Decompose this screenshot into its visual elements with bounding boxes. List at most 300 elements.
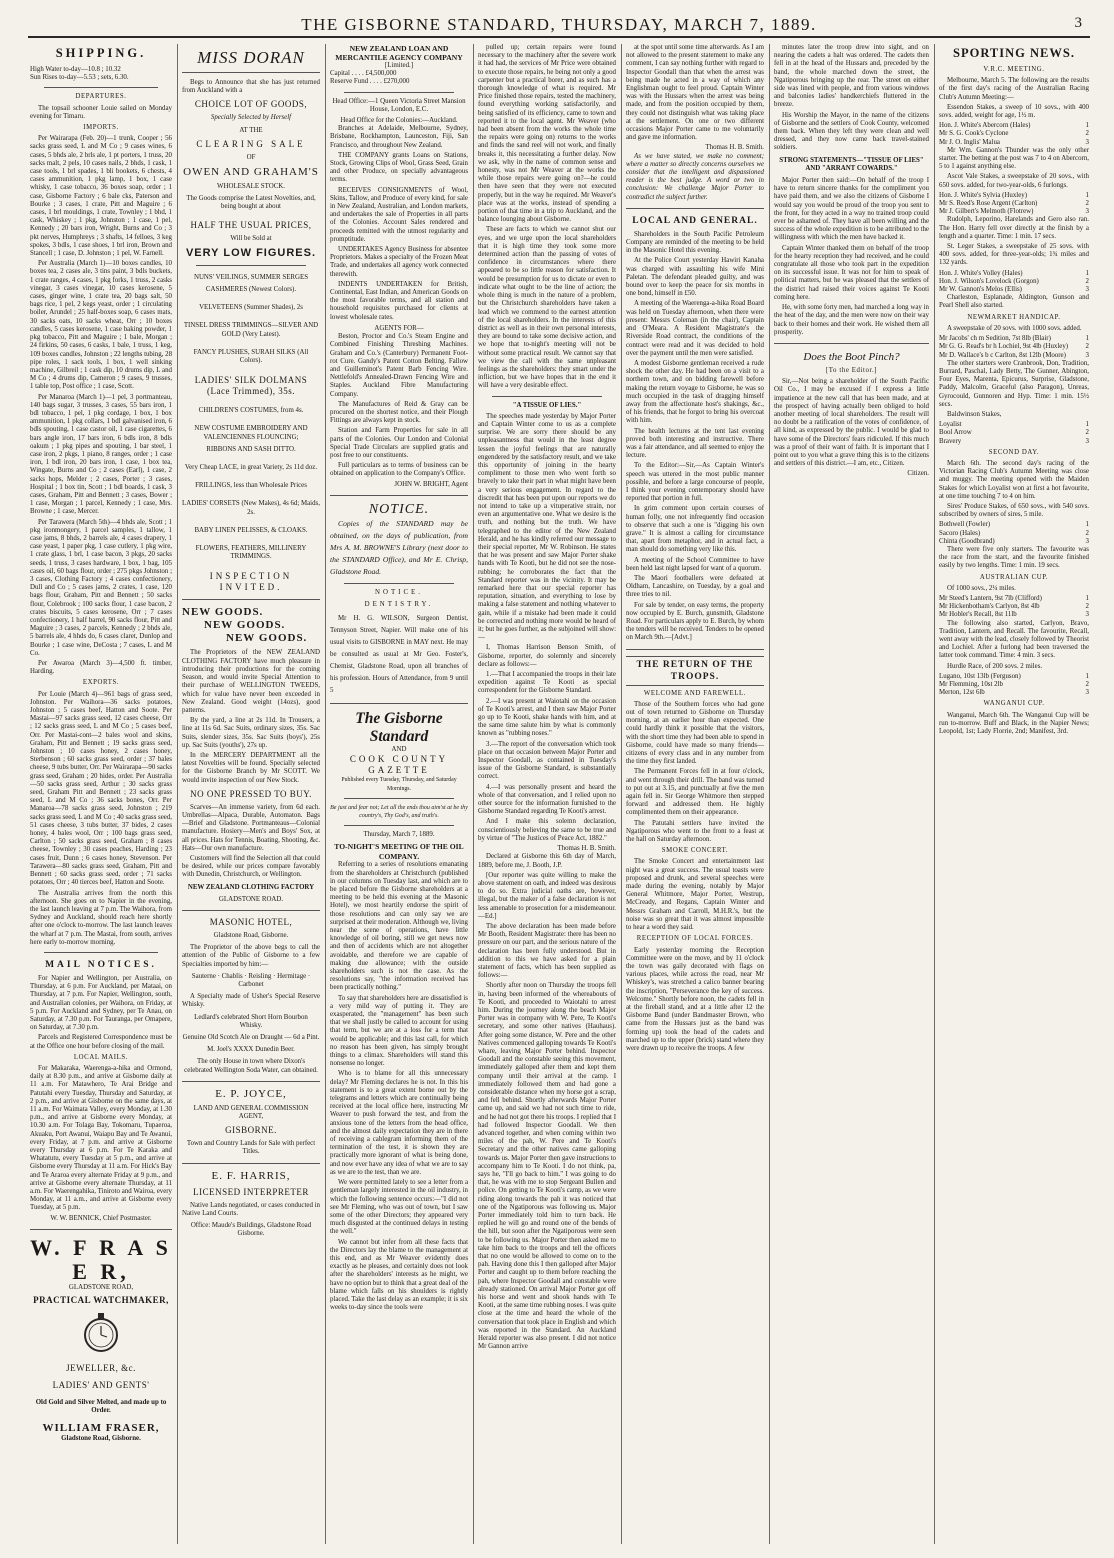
- column-advertisements: [182, 44, 320, 1544]
- facts-continued: at the spot until some time afterwards. As I am not allowed to the present statement to make any comment, I can say nothing further with regard to Inspector Goodall than that when the arrest was being made he acted in a way of which any Englishman ought to feel proud. Captain Winter was with the Hussars when the arrest was being made, and from the position occupied by them, they could not distinguish what was taking place at the settlement. On one or two different occasions Major Porter came to me voluntarily and gave me information.: [626, 44, 764, 142]
- race-result-row: [939, 689, 1089, 697]
- vrc-heading: V.R.C. MEETING.: [983, 66, 1045, 73]
- high-water: High Water to-day—10.8 ; 10.32: [30, 66, 121, 73]
- placing: 3: [1085, 286, 1089, 294]
- divider: [330, 703, 468, 704]
- horse-name: Hon. J. White's Sylvia (Huxley): [939, 191, 1028, 199]
- nz-clothing-factory: NEW ZEALAND CLOTHING FACTORY: [187, 883, 315, 891]
- imports-text: Per Awaroa (March 3)—4,500 ft. timber, Harding.: [30, 660, 172, 676]
- fraser-gold-silver: Old Gold and Silver Melted, and made up to Order.: [35, 1399, 167, 1415]
- masonic-dixon: The only House in town where Dixon's celebrated Wellington Soda Water, can obtained.: [184, 1058, 318, 1074]
- australian-desc: Of 1000 sovs., 2¼ miles.: [947, 584, 1016, 592]
- placing: 2: [1085, 130, 1089, 138]
- second-day-intro: March 6th. The second day's racing of the Victorian Racing Club's Autumn Meeting was close and muggy. The meeting opened with the Maiden Stakes for which Loyalist won at first a hot favourite, at one time touching 7 to 4 on him.: [939, 459, 1089, 500]
- watch-icon: [36, 1310, 166, 1359]
- harris-office: Office: Maude's Buildings, Gladstone Road Gisborne.: [190, 1222, 312, 1238]
- fraser-address: GLADSTONE ROAD,: [68, 1283, 134, 1291]
- affidavit-item: 1.—That I accompanied the troops in their late expedition against Te Kooti as special correspondent for the Gisborne Standard.: [478, 671, 616, 695]
- reception-continued: minutes later the troop drew into sight, and on nearing the cadets a halt was ordered. The cadets then fell in at the head of the Hussars and, preceded by the band, the whole marched down the street, the Ngatiporous bringing up the rear. The street on either side was lined with people, and from various windows and balconies ladies' handkerchiefs fluttered in the breeze.: [774, 44, 929, 109]
- race-sires: Sires' Produce Stakes, of 650 sovs., with 540 sovs. subscribed by owners of sires, 5 mile.: [939, 502, 1089, 519]
- divider: [344, 825, 454, 826]
- placing: 3: [1085, 537, 1089, 545]
- local-item: The health lectures at the tent last evening proved both interesting and instructive. There was a fair attendance, and all seemed to enjoy the lecture.: [626, 427, 764, 460]
- doran-choice: CHOICE LOT OF GOODS,: [194, 99, 308, 110]
- masonic-ledlard: Ledlard's celebrated Short Horn Bourbon Whisky.: [194, 1013, 308, 1029]
- race-result-row: [939, 122, 1089, 130]
- race-result-row: [939, 208, 1089, 216]
- return-text: The Permanent Forces fell in at four o'clock, and went through their drill. The band was turned to put out at 3.15, and punctually at five the men again fell in. Sir George Whitmore then stepped forward and addressed them. He highly complimented them on their appearance.: [626, 768, 764, 817]
- new-goods-heading: NEW GOODS.: [226, 632, 308, 645]
- wanganui-cup-heading: WANGANUI CUP.: [983, 700, 1045, 708]
- doran-at-the: AT THE: [239, 126, 263, 134]
- doran-intro: Begs to Announce that she has just returned from Auckland with a: [182, 79, 320, 95]
- local-item: A meeting of the Waerenga-a-hika Road Board was held on Tuesday afternoon, when there were present: Messrs Coleman (in the chair), Captain and O'Meara. A Resident Magistrate's the Riverside Road contract, the conditions of the contract were read and it was decided to hold over the payment until the men were satisfied.: [626, 300, 764, 357]
- nzlm-agents: Beston, Proctor and Co.'s Steam Engine and Combined Finishing Threshing Machines. Graham and Co.'s (Canterbury) Permanent Foot-rot Cure. Gandy's Patent Cotton Belting. Fallow and Guilleminot's Patent Barb Fencing Wire. Nettlefold's Annealed-Drawn Fencing Wire and Staples. Auckland Fibre Manufacturing Company.: [330, 333, 468, 398]
- divider: [626, 208, 764, 209]
- divider: [30, 1229, 172, 1230]
- race-result-row: [939, 343, 1089, 351]
- horse-name: Mr W. Gannon's Melos (Ellis): [939, 286, 1022, 294]
- race-result-row: [939, 130, 1089, 138]
- doran-selected: Specially Selected by Herself: [210, 114, 292, 122]
- placing: 2: [1085, 681, 1089, 689]
- nzlm-undertakes: UNDERTAKES Agency Business for absentee Proprietors. Makes a specialty of the Frozen Meat Trade, and undertakes all agency work connected therewith.: [330, 246, 468, 278]
- notice-heading-2: NOTICE.: [375, 588, 423, 596]
- horse-name: Loyalist: [939, 421, 962, 429]
- divider: [330, 495, 468, 496]
- mail-notices-heading: MAIL NOTICES.: [45, 959, 157, 970]
- facts-conclusion: As we have stated, we make no comment; where a matter so directly concerns ourselves we consider that the intelligent and dispassioned reader is the best judge. A word or two in conclusion: We challenge Major Porter to contradict the subject further.: [626, 152, 764, 201]
- nzlm-capital: Capital . . . . £4,500,000: [330, 70, 397, 78]
- return-of-troops-heading: THE RETURN OF THE TROOPS.: [626, 656, 764, 686]
- nzlm-manufacture: The Manufactures of Reid & Gray can be procured on the shortest notice, and their Plough Fittings are always kept in stock.: [330, 400, 468, 425]
- nzlm-title: NEW ZEALAND LOAN AND MERCANTILE AGENCY COMPANY: [335, 44, 463, 62]
- horse-name: Lugano, 10st 13lb (Ferguson): [939, 672, 1021, 680]
- sun-rises: Sun Rises to-day—5.53 ; sets, 6.30.: [30, 74, 129, 82]
- nzlm-nz-office: Head Office for the Colonies:—Auckland.: [340, 117, 458, 125]
- race-results-ascot: [939, 192, 1089, 217]
- joyce-name: E. P. JOYCE,: [215, 1087, 287, 1100]
- strong-text: He, with some forty men, had marched a long way in the heat of the day, and the men were now on their way back to their homes and their work. He wished them all prosperity.: [774, 304, 929, 336]
- masonic-address: Gladstone Road, Gisborne.: [213, 931, 289, 939]
- arrival-text: The Australia arrives from the north this afternoon. She goes on to Napier in the evening, the last launch leaving at 7 p.m. The Waihora, from Sydney and Auckland, should reach here shortly after one o'clock to-morrow. The last launch leaves the wharf at 7 p.m. The Mastai, from south, arrives here early to-morrow morning.: [30, 889, 172, 946]
- joyce-trade: LAND AND GENERAL COMMISSION AGENT,: [193, 1104, 309, 1121]
- horse-name: Mr D. Wallace's b c Carlton, 8st 12lb (Moore): [939, 351, 1066, 359]
- nzlm-head-office: Head Office:—1 Queen Victoria Street Mansion House, London, E.C.: [332, 97, 466, 113]
- divider: [196, 265, 306, 266]
- placing: 1: [1085, 421, 1089, 429]
- column-shipping: [30, 44, 172, 1544]
- tissue-text: The speeches made yesterday by Major Porter and Captain Winter come to us as a complete surprise. We are sorry there should be any unpleasantness that would in the least degree lessen the joyful feelings that are naturally engendered by the satisfactory result, and we take this opportunity of joining in the hearty compliment to those men who went forth so bravely to take their part in what might have been a very serious engagement. In regard to the discredit that has been put upon our reports we do not intend to take up a vituperative strain, nor even an argumentative one. What we desire is the truth, and nothing but the truth. We have telegraphed to the editor of the New Zealand Herald, and he has kindly referred our message to their special reporter, Mr W. Robinson. He states that he was present and saw Major Porter shake hands with Te Kooti, but he did not see the nose-rubbing; he corroborates the fact that the Standard reporter was in the vicinity. It may be remarked here that our special reporter has reputation, situation, and everything to lose by making a false statement and nothing whatever to gain, while if a mistake had been made it could be corrected and nothing more would be heard of it; but he goes further, as the subjoined will show:—: [478, 412, 616, 642]
- column-loan-company: [330, 44, 468, 1544]
- affidavit-item: 3.—The report of the conversation which took place on that occasion between Major Porter and Inspector Goodall, as contained in Tuesday's issue of the Gisborne Standard, is substantially correct.: [478, 740, 616, 781]
- nzlm-reserve: Reserve Fund . . . . £270,000: [330, 78, 410, 86]
- race-results-sires: [939, 521, 1089, 546]
- race-essendon: Essendon Stakes, a sweep of 10 sovs., with 400 sovs. added, weight for age, 1½ m.: [939, 103, 1089, 120]
- column-editorial: [478, 44, 616, 1544]
- notice-heading: NOTICE.: [368, 501, 430, 517]
- page-number: 3: [1074, 15, 1082, 31]
- race-bagot: Baldwinson Stakes,: [947, 410, 1002, 418]
- column-local-news: [626, 44, 764, 1544]
- doran-item: FRILLINGS, less than Wholesale Prices: [195, 482, 307, 490]
- newmarket-heading: NEWMARKET HANDICAP.: [967, 313, 1061, 321]
- postmaster-signature: W. W. BENNICK, Chief Postmaster.: [50, 1214, 152, 1222]
- divider: [344, 583, 454, 584]
- race-result-row: [939, 603, 1089, 611]
- race-result-row: [939, 438, 1089, 446]
- placing: 1: [1085, 594, 1089, 602]
- placing: 3: [1085, 138, 1089, 146]
- column-sporting: [939, 44, 1089, 1544]
- column-rule: [934, 44, 935, 1544]
- masonic-wines: Sauterne · Chablis · Reisling · Hermitage · Carbonet: [191, 972, 311, 988]
- exports-text: Per Louie (March 4)—961 bags of grass seed, Johnston. Per Waihora—36 sacks potatoes, Johnston ; 5 cases beef, Hatton and Soote. Per Mastai—97 sacks grass seed, 12 cases cheese, Orr ; 12 sacks grass seed, L and M Co ; 5 cases beef, Orr. Per Mastai-cont—2 bales wool and skins, Graham, Pitt and Bennett ; 19 sacks grass seed, Johnston ; 10 cases honey, 2 cases honey, Sterbenson ; 60 sacks grass seed, order ; 37 bales cheese, 9 tubs butter, Orr. Per Wairarapa—90 sacks grass seed, Graham ; 20 hides, order. Per Australia—50 sacks grass seed, Arthur ; 30 sacks grass seed, Graham Pitt and Bennett ; 23 sacks grass seed, L and M Co ; 36 sacks bones, Orr. Per Manaroa—78 sacks grass seed, Johnston ; 219 sacks grass seed, L and M Co ; 40 sacks grass seed, 51 cases cheese, 3 tubs butter, 37 bides, 2 cases honey, 4 bales wool, Orr ; 100 bags grass seed, Carlton ; 50 sacks grass seed, Graham ; 8 cases cheese, Townley ; 30 cases peaches, Harding ; 23 cases fruit, Dunn ; 6 cases honey, Stevenson. Per Tarawera—80 sacks grass seed, Graham, Pitt and Bennett ; 60 sacks grass seed, order ; 71 sacks potatoes, Orr ; 40 tierces beef, Hatton and Soote.: [30, 690, 172, 887]
- return-text: The Patutahi settlers have invited the Ngatiporous who went to the front to a feast at the hall on Saturday afternoon.: [626, 819, 764, 844]
- race-result-row: [939, 673, 1089, 681]
- placing: 2: [1085, 277, 1089, 285]
- joyce-lands: Town and Country Lands for Sale with perfect Titles.: [186, 1140, 316, 1156]
- masonic-hotel: MASONIC HOTEL,: [209, 916, 293, 927]
- divider: [182, 599, 320, 600]
- reception-continued: His Worship the Mayor, in the name of the citizens of Gisborne and the settlers of Cook County, welcomed them back. When they left they were clean and well dressed, and they now came back travel-stained soldiers.: [774, 111, 929, 152]
- race-results-australian-cup: [939, 595, 1089, 620]
- nzlm-receives: RECEIVES CONSIGNMENTS of Wool, Skins, Tallow, and Produce of every kind, for sale in New Zealand, Australian, and London markets, and undertakes the sale of Properties in all parts of the Colonies. Account Sales rendered and proceeds remitted with the utmost regularity and promptitude.: [330, 186, 468, 243]
- column-rule: [325, 44, 326, 1544]
- affidavit-note: [Our reporter was quite willing to make the above statement on oath, and indeed was desirous to do so. Extra judicial oaths are, however, illegal, but the maker of a false declaration is not less amenable to prosecution for a misdemeanour.—Ed.]: [478, 871, 616, 920]
- vrc-intro: Melbourne, March 5. The following are the results of the first day's racing of the Australian Racing Club's Autumn Meeting:—: [939, 77, 1089, 101]
- local-item: To the Editor:—Sir,—As Captain Winter's speech was uttered in the most public manner possible, and before a large concourse of people, I think your evening contemporary should have reported that portion in full.: [626, 462, 764, 503]
- doran-very-low-figures: VERY LOW FIGURES.: [185, 246, 317, 259]
- race-ascot: Ascot Vale Stakes, a sweepstake of 20 sovs., with 650 sovs. added, for two-year-olds, 6 furlongs.: [939, 173, 1089, 189]
- placing: 1: [1085, 672, 1089, 680]
- doran-item: NEW COSTUME EMBROIDERY AND VALENCIENNES FLOUNCING;: [194, 425, 308, 441]
- leader-paragraph: To say that shareholders here are dissatisfied is a very mild way of putting it. They are exasperated, the "management" has been such that we shall justly be called to account for using that term, but we are at a loss for a term that would be applicable; and this last call, for which no reason has been given, has simply brought things to a climax. Shareholders will stand this nonsense no longer.: [330, 994, 468, 1068]
- strong-text: Major Porter then said:—On behalf of the troop I have to return sincere thanks for the compliment you have paid them, and we also the citizens of Gisborne I would say you would be proud of the troop you sent to the front, for they acted in a way no trained troop could ever be ashamed of. They have all been willing and the success of the whole expedition is to be attributed to the willingness with which the men have backed it.: [774, 177, 929, 242]
- race-result-row: [939, 429, 1089, 437]
- joyce-town: GISBORNE.: [225, 1125, 277, 1136]
- placing: 2: [1085, 429, 1089, 437]
- horse-name: Hon. J. White's Volley (Hales): [939, 269, 1023, 277]
- local-mails-heading: LOCAL MAILS.: [73, 1053, 129, 1061]
- horse-name: Sacoro (Hales): [939, 529, 981, 537]
- divider: [182, 910, 320, 911]
- local-item: Shareholders in the South Pacific Petroleum Company are reminded of the meeting to be held in the Masonic Hotel this evening.: [626, 230, 764, 255]
- notice-copies: Copies of the STANDARD may be obtained, on the days of publication, from Mrs A. M. BROWNE'S Library (next door to the STANDARD Office), and Mr E. Chrisp, Gladstone Road.: [330, 518, 468, 576]
- fraser-name-banner: W. F R A S E R,: [30, 1234, 172, 1284]
- imports-text: Per Wairarapa (Feb. 20)—1 trunk, Cooper ; 56 sacks grass seed, L and M Co ; 9 cases wines, 6 cases, 5 bhds ale, 2 brls ale, 1 pt porters, 1 truss, 20 sacks malt, 2 pels, 10 cases nails, 2 bhds, 1 cask, 1 case tools, 1 brl spades, 1 bli bookets, 6 chests, 4 cases ammunition, 1 pkg lamp, 1 box, 1 case whisky, 1 case tobacco, 36 boxes soap, order ; 1 case, Gisborne Factory ; 6 bale cks, Paterson and Bourke ; 3 cases, 1 crate, Pitt and Maguire ; 6 cases, 1 brl mouldings, 1 crate, Townley ; 1 bhd, 1 cask, Whiskey ; 1 pkg, Johnston ; 1 case, 1 pel, Kennedy ; 20 bars iron, Wright, Burns and Co ; 3 pkt nerves, Humphreys ; 3 shafts, 14 felloes, 3 keg spokes, 3 bdls, 1 case shoes, 1 brl iron, Brown and Stancell ; 1 case, D. Johnston ; 1 pel, W. Farnell.: [30, 135, 172, 258]
- boot-to-editor: [To the Editor.]: [825, 366, 878, 374]
- race-note: Rudolph, Leporino, Harelands and Gero also ran. The Hon. Harry fell over directly at the finish by a length and a quarter. Time: 1 min. 17 secs.: [939, 216, 1089, 240]
- leader-heading: TO-NIGHT'S MEETING OF THE OIL COMPANY.: [334, 842, 464, 861]
- local-item: For sale by tender, on easy terms, the property now occupied by E. Burch, gunsmith, Gladstone Road. For particulars apply to E. Burch, by whom the tenders will be received. Tenders to be opened on March 9th.—[Advt.]: [626, 601, 764, 642]
- doran-item: VELVETEENS (Summer Shades), 2s: [199, 304, 303, 312]
- horse-name: Bravery: [939, 437, 962, 445]
- horse-name: Mr J. O. Inglis' Malua: [939, 138, 1000, 146]
- race-result-row: [939, 192, 1089, 200]
- strong-text: Captain Winter thanked them on behalf of the troop for the hearty reception they had received, and he could congratulate all those who took part in the expedition on its successful issue. It was not for him to speak of political matters, but he was pleased that the settlers of the district had raised their voices against Te Kooti coming here.: [774, 244, 929, 301]
- horse-name: Mr J. Gilbert's Melmoth (Flotrew): [939, 208, 1034, 216]
- issue-date: Thursday, March 7, 1889.: [363, 831, 435, 839]
- column-rule: [177, 44, 178, 1544]
- boot-text: Sir,—Not being a shareholder of the South Pacific Oil Co., I may be excused if I express a little impatience at the new call that has been made, and at the prospect of having actually been obliged to hold another meeting of local shareholders. The result will no doubt be a ratification of the votes of confidence, of all kind, as expressed by the public. I would be glad to have some of the Directors' fears ridiculed. If this much was a proof of their want of faith. It is important that I point out to you what a grave thing this is to the citizens and settlers of this district.—I am, etc., Citizen.: [774, 378, 929, 468]
- horse-name: Chinta (Goodbrand): [939, 537, 995, 545]
- australian-cup-heading: AUSTRALIAN CUP.: [979, 573, 1049, 581]
- race-results-hurdle: [939, 673, 1089, 698]
- nzlm-agents-heading: AGENTS FOR—: [374, 324, 424, 332]
- above-text: The above declaration has been made before Mr Booth, Resident Magistrate: there has been no pressure on our part, and the serious nature of the declaration has been fully understood. But in addition to this we have asked for a plain statement of facts, which has been supplied as follows:—: [478, 922, 616, 980]
- doran-item: TINSEL DRESS TRIMMINGS—SILVER AND GOLD (Very Latest).: [183, 322, 319, 338]
- placing: 1: [1085, 335, 1089, 343]
- doran-clearing-sale: CLEARING SALE: [196, 138, 306, 149]
- boot-signature: Citizen.: [907, 470, 929, 478]
- newmarket-desc: A sweepstake of 20 sovs. with 1000 sovs. added.: [947, 324, 1082, 332]
- divider: [44, 952, 158, 953]
- affidavit-item: 4.—I was personally present and heard the whole of that conversation, and I relied upon no other source for the information furnished to the Gisborne Standard regarding Te Kooti's arrest.: [478, 783, 616, 816]
- race-result-row: [939, 421, 1089, 429]
- horse-name: Mr Hickenbotham's Carlyon, 8st 4lb: [939, 603, 1040, 611]
- mail-text: For Napier and Wellington, per Australia, on Thursday, at 6 p.m. For Auckland, per Mataai, on Thursday, at 7 p.m. For Napier, Wellington, south, and Australian colonies, per Waihora, on Friday, at 5 p.m. For Auckland and Sydney, per Te Anau, on Saturday, at 7.30 p.m. For Tauranga, per Omapere, on Saturday, at 7.30 p.m.: [30, 974, 172, 1032]
- mail-text: Parcels and Registered Correspondence must be at the Office one hour before closing of the mail.: [30, 1034, 172, 1050]
- horse-name: Mr S. G. Cook's Cyclone: [939, 130, 1009, 138]
- race-result-row: [939, 530, 1089, 538]
- fraser-ladies-gents: LADIES' AND GENTS': [52, 1380, 150, 1391]
- factory-customers: Customers will find the Selection all that could be desired, while our prices compare favorably with Dunedin, Christchurch, or Wellington.: [182, 854, 320, 879]
- placing: 2: [1085, 529, 1089, 537]
- exports-heading: EXPORTS.: [82, 679, 120, 687]
- column-rule: [473, 44, 474, 1544]
- nzlm-station: Station and Farm Properties for sale in all parts of the Colonies. Our London and Colonial Special Trade Circulars are supplied gratis and post free to our constituents.: [330, 427, 468, 459]
- race-result-row: [939, 139, 1089, 147]
- horse-name: Mr Steed's Lantern, 9st 7lb (Clifford): [939, 594, 1042, 602]
- placing: 1: [1085, 521, 1089, 529]
- race-result-row: [939, 286, 1089, 294]
- race-note: Charleston, Esplanade, Aldington, Gunson and Pearl Shell also started.: [939, 294, 1089, 310]
- placing: 3: [1085, 437, 1089, 445]
- divider: [44, 87, 158, 88]
- harris-name: E. F. HARRIS,: [211, 1169, 291, 1182]
- race-note: Mr Wm. Gannon's Thunder was the only other starter. The betting at the post was 7 to 4 on Abercorn, 5 to 1 against anything else.: [939, 146, 1089, 171]
- column-troops: [774, 44, 929, 1544]
- factory-suits: By the yard, a line at 2s 11d. In Trousers, a line at 11s 6d. Sac Suits, ordinary sizes, 35s. Sac Suits, slender sizes, 35s. Sac Suits (boys'), 25s up. Sac Suits (youths'), 27s up.: [182, 717, 320, 749]
- doran-item: NUNS' VEILINGS, SUMMER SERGES: [193, 273, 309, 281]
- dentistry-heading: DENTISTRY.: [364, 600, 434, 608]
- doran-owen-graham: OWEN AND GRAHAM'S: [183, 166, 319, 179]
- nzlm-company: THE COMPANY grants Loans on Stations, Stock, Growing Clips of Wool, Grass Seed, Grain and other Produce, on specially advantageous terms.: [330, 151, 468, 184]
- doran-item: FLOWERS, FEATHERS, MILLINERY TRIMMINGS.: [195, 545, 307, 561]
- masonic-text: The Proprietor of the above begs to call the attention of the Public of Gisborne to a few Specialties imported by him:—: [182, 944, 320, 968]
- departures-text: The topsail schooner Louie sailed on Monday evening for Timaru.: [30, 104, 172, 120]
- doran-goods-comprise: The Goods comprise the Latest Novelties, and, being bought at about: [186, 195, 316, 211]
- local-item: A meeting of the School Committee to have been held last night lapsed for want of a quorum.: [626, 556, 764, 572]
- factory-no-one-pressed: NO ONE PRESSED TO BUY.: [190, 788, 312, 799]
- doran-half-prices: HALF THE USUAL PRICES,: [190, 219, 312, 230]
- factory-text: The Proprietors of the NEW ZEALAND CLOTHING FACTORY have much pleasure in introducing their productions for the coming Season, and would invite Special Attention to their purchase of WELLINGTON TWEEDS, which for value have never been exceeded in New Zealand. Good weight (14ozs), good patterns.: [182, 649, 320, 714]
- divider: [492, 396, 602, 397]
- departures-heading: DEPARTURES.: [75, 93, 127, 101]
- leader-paragraph: We cannot but infer from all these facts that the Directors lay the blame to the management at this end, and as Mr Weaver evidently does exactly as he pleases, and certainly does not look after the shareholders' interests as he might, we have no option but to think that a great deal of the blame which falls on his shoulders is rightly placed. Take the last delay as an example; it is six weeks to-day since the tools were: [330, 1238, 468, 1312]
- race-results-bagot: [939, 421, 1089, 446]
- nzlm-limited: [Limited.]: [384, 62, 414, 69]
- affidavit-item: And I make this solemn declaration, conscientiously believing the same to be true and by virtue of "The Justices of Peace Act, 1882.": [478, 818, 616, 842]
- factory-mercery: In the MERCERY DEPARTMENT all the latest Novelties will be found. Specially selected for the Gisborne Branch by Mr SCOTT. We would invite inspection of our New Stock.: [182, 751, 320, 784]
- doran-item: CASHMERES (Newest Colors).: [205, 286, 297, 294]
- race-result-row: [939, 521, 1089, 529]
- new-goods-heading: NEW GOODS.: [182, 606, 264, 619]
- doran-will-be-sold: Will be Sold at: [230, 234, 272, 242]
- local-general-heading: LOCAL AND GENERAL.: [632, 215, 758, 226]
- race-result-row: [939, 270, 1089, 278]
- nz-clothing-factory-address: GLADSTONE ROAD.: [218, 895, 284, 903]
- leader-paragraph: Referring to a series of resolutions emanating from the shareholders at Christchurch (published in our columns on Tuesday last, and which are to be placed before the Gisborne shareholders at a meeting to be held this evening at the Masonic Hotel), we most heartily endorse the spirit of those resolutions and can only say we are surprised at their moderation. Although we, living near the scene of operations, have little knowledge of oil boring, still we get news now and then of accidents which are not altogether avoidable, and therefore we are capable of making due allowance; with the outside shareholders such is not the case. As the resolutions say, "the information received has been practically nothing.": [330, 861, 468, 992]
- local-item: In grim comment upon certain courses of human folly, one not infrequently find occasion to observe that such a one is "digging his own grave." It is almost a calling for circumstance that, apart from metaphor, and in actual fact, a man should do something very like this.: [626, 505, 764, 554]
- column-rule: [769, 44, 770, 1544]
- divider: [344, 798, 454, 799]
- masthead-rule: [28, 36, 1090, 38]
- race-note: There were five only starters. The favourite was the race from the start, and the favourite finished easily by two lengths. Time: 1 min. 19 secs.: [939, 545, 1089, 570]
- sporting-news-heading: SPORTING NEWS.: [953, 46, 1075, 60]
- shipping-heading: SHIPPING.: [55, 46, 147, 60]
- placing: 1: [1085, 191, 1089, 199]
- doran-item: LADIES' SILK DOLMANS (Lace Trimmed), 35s.: [194, 375, 308, 397]
- affidavit-intro: I, Thomas Harrison Benson Smith, of Gisborne, reporter, do solemnly and sincerely declare as follows:—: [478, 644, 616, 668]
- nzlm-agent-signature: JOHN W. BRIGHT, Agent: [394, 480, 468, 488]
- placing: 1: [1085, 269, 1089, 277]
- leader-paragraph: Who is to blame for all this unnecessary delay? Mr Fleming declares he is not. In this his statement is to a great extent borne out by the telegrams and letters which are continually being received at the local office here, instructing Mr Weaver to push forward the test, and from the anxious tone of the letters from the head office, and the almost daily expectation they are in there of receiving a cablegram informing them of the termination of the test, it is shown they are practically more ignorant of what is being done, and now ever have any idea of what we are to say as we are to the test, than we are.: [330, 1070, 468, 1176]
- masonic-usher: A Specialty made of Usher's Special Reserve Whisky.: [182, 993, 320, 1009]
- local-item: At the Police Court yesterday Hawiri Kanaha was charged with assaulting his wife Mini Paletan. The defendant pleaded guilty, and was bound over to keep the peace for six months in one bond, himself in £50.: [626, 257, 764, 298]
- leader-continued: pulled up; certain repairs were found necessary to the machinery after the severe work it had had, the services of Mr Price were obtained to execute those repairs, he being not only a good carpenter but a practical borer, and as such has a thorough knowledge of what is required. Mr Price finished those repairs, tested the machinery, found everything working satisfactorily, and being satisfied of its efficiency, came to town and reported it to the local agent. Mr Weaver (who had been absent from the works the whole time the repairs were going on) returns to the works and finds the sand reel will not work, and finally breaks it, this necessitating a further delay. Now we ask, why in the name of common sense and honesty, was not Mr Weaver at the works the while those repairs were going on?—he could then have seen that they were not executed properly, but in the way he required. Mr Weaver's place was at the works, instead of spending a portion of that time in a trip to Auckland, and the balance lounging about Gisborne.: [478, 44, 616, 224]
- dentistry-text: Mr H. G. WILSON, Surgeon Dentist, Tennyson Street, Napier. Will make one of his usual visits to GISBORNE in MAY next. He may be consulted as usual at Mr Geo. Foster's, Chemist, Gladstone Road, upon all branches of his profession. Hours of Attendance, from 9 until 5: [330, 615, 468, 695]
- column-rule: [621, 44, 622, 1544]
- doran-item: LADIES' CORSETS (New Makes), 4s 6d; Maids, 2s.: [182, 500, 320, 516]
- doran-item: Very Cheap LACE, in great Variety, 2s 11d doz.: [184, 464, 318, 472]
- affidavit-signature: Thomas H. B. Smith.: [557, 845, 616, 853]
- horse-name: Mr Hobler's Recall, 8st 11lb: [939, 611, 1017, 619]
- horse-name: Merton, 12st 6lb: [939, 689, 985, 697]
- smoke-text: The Smoke Concert and entertainment last night was a great success. The usual toasts were proposed and drunk, and several speeches were made during the evening, notably by Major General Whitmore, Major Porter, Westrup, McCready, and Regans, Captain Winter and Messrs Graham and Carroll, M.H.R.'s, but the noise was so great that it was almost impossible to hear a word they said.: [626, 858, 764, 932]
- wanganui-text: Wanganui, March 6th. The Wanganui Cup will be run to-morrow. Buff and Black, in the Napier News; Leopold, 1st; Lady Florrie, 2nd; Manifest, 3rd.: [939, 711, 1089, 736]
- masthead: [28, 12, 1090, 38]
- divider: [344, 92, 454, 93]
- nzlm-particulars: Full particulars as to terms of business can be obtained on application to the Company's Office.: [330, 462, 468, 478]
- race-result-row: [939, 200, 1089, 208]
- reception-text: Early yesterday morning the Reception Committee were on the move, and by 11 o'clock the town was gaily decorated with flags on various places, while across the road, near Mr Whiskey's, was stretched a calico banner bearing the inscription, "Perseverance the key of success. Welcome." Shortly before noon, the cadets fell in at the fireball stand, and at a little after 12 the Gisborne Band (under Bandmaster Brown, who came from the Hussars just as the band was forming up) took the head of the cadets and marched up to the upper (brick) stand where they were drawn up to receive the troops. A few: [626, 946, 764, 1052]
- doran-inspection: INSPECTION INVITED.: [209, 571, 293, 593]
- masonic-scotch: Genuine Old Scotch Ale on Draught — 6d a Pint.: [182, 1034, 320, 1041]
- race-result-row: [939, 611, 1089, 619]
- doran-item: BABY LINEN PELISSES, & CLOAKS.: [194, 526, 308, 534]
- divider: [182, 1163, 320, 1164]
- race-hurdle: Hurdle Race, of 200 sovs. 2 miles.: [947, 662, 1043, 670]
- fraser-jeweller: JEWELLER, &c.: [66, 1363, 136, 1374]
- new-goods-heading: NEW GOODS.: [204, 619, 286, 632]
- flag-published: Published every Tuesday, Thursday, and Saturday Mornings.: [341, 777, 457, 792]
- race-results-newmarket: [939, 335, 1089, 360]
- placing: 3: [1085, 351, 1089, 359]
- welcome-farewell-heading: WELCOME AND FAREWELL.: [643, 689, 747, 697]
- horse-name: Mr S. Reed's Rose Argent (Carlton): [939, 200, 1038, 208]
- leader-paragraph: We were permitted lately to see a letter from a gentleman largely interested in the oil industry, in which the following sentence occurs:—"I did not see Mr Fleming, who was out of town, but I saw some of the other Directors; they appeared very much disgusted at the continued delays in testing the well.": [330, 1179, 468, 1236]
- flag-and: AND: [391, 746, 407, 754]
- doran-item: FANCY PLUSHES, SURAH SILKS (All Colors).: [193, 348, 309, 365]
- affidavit-declared: Declared at Gisborne this 6th day of March, 1889, before me, J. Booth, J.P.: [478, 853, 616, 869]
- affidavit-item: 2.—I was present at Waiotahi on the occasion of Te Kooti's arrest, and I then saw Major Porter go up to Te Kooti, shake hands with him, and at the same time salute him by what is commonly known as "rubbing noses.": [478, 697, 616, 738]
- race-results-st-leger: [939, 270, 1089, 295]
- race-result-row: [939, 595, 1089, 603]
- imports-heading: IMPORTS.: [83, 124, 119, 132]
- nzlm-branches: Branches at Adelaide, Melbourne, Sydney, Brisbane, Rockhampton, Launceston, Fiji, San Francisco, and throughout New Zealand.: [330, 125, 468, 149]
- masonic-dunedin: M. Joel's XXXX Dunedin Beer.: [207, 1046, 295, 1054]
- horse-name: Hon. J. Wilson's Lovelock (Gorgon): [939, 277, 1039, 285]
- facts-signature: Thomas H. B. Smith.: [705, 144, 764, 152]
- placing: 3: [1085, 611, 1089, 619]
- newspaper-flag: The Gisborne Standard: [355, 710, 443, 746]
- horse-name: Bool Arrow: [939, 429, 972, 437]
- nzlm-indents: INDENTS UNDERTAKEN for British, Continental, East Indian, and American Goods on the most favorable terms, and all station and household requisites purchased for clients at lowest wholesale rates.: [330, 280, 468, 321]
- local-mails-text: For Makaraka, Waerenga-a-hika and Ormond, daily at 8.30 p.m., and arrive at Gisborne daily at 11 a.m. For Matawhero, Te Arai Bridge and Patutahi every Tuesday, Thursday and Saturday, at 2 p.m., and arrive at Gisborne on the same days, at 11 a.m. For Waimata Valley, every Monday, at 1.30 p.m., and arrive at Gisborne every Monday, at 10.30 a.m. For Tolaga Bay, Tokomaru, Tupaeroa, Akuaku, Port Awanui, Waiapu Bay and Te Awanui, every Friday, at 7 p.m. and arrive at Gisborne every Thursday at 6 p.m. For Te Karaka and Whatatutu, every Tuesday at 5 p.m., and arrive at Gisborne every Thursday at 11 a.m. For Hick's Bay and Te Araroa every alternate Friday at 9 p.m., and arrive at Gisborne every alternate Thursday, at 11 a.m. For Waerengahika, Tiniroto and Wairoa, every Monday, at 11 a.m., and arrive at Gisborne every Tuesday, at 5 p.m.: [30, 1064, 172, 1212]
- tissue-of-lies-heading: "A TISSUE OF LIES.": [512, 401, 582, 409]
- race-result-row: [939, 278, 1089, 286]
- imports-text: Per Tarawera (March 5th)—4 bhds ale, Scott ; 1 pkg ironmongery, 1 parcel samples, 1 tallow, 1 case jams, 8 bhds, 2 barrels ale, 4 cases drapery, 1 case yeast, 1 paper pkg, 1 case cutlery, 1 pkg wire, 1 crate glass, 1 brl, 1 case bacon, 3 pkgs, 20 sacks seeds, 1 truss, 3 cases hardware, 1 box, 1 bag, 105 cases oil, 60 bags flour, order ; 275 pkgs Johnston ; 3 cases, Clothing Factory ; 4 cases confectionery, Dull and Co ; 5 cases jams, 2 crates, 1 case, 120 bags flour, Graham, Pitt and Bennett ; 50 sacks flour, Colebrook ; 100 sacks flour, 1 case bacon, 2 crates biscuits, 5 cases kerosene, Orr ; 7 cases confectionery, 1 half barrel, 90 sacks flour, Pitt and Maguire ; 3 cases, 2 parcels, Kennedy ; 2 bhds ale, 5 barrels ale, 4 hhds do, 6 cases claret, Dunlop and Bourke ; 1 case wine, DeCosta ; 7 cases, L and M Co.: [30, 518, 172, 657]
- horse-name: Mr Jacobs' ch m Sedition, 7st 8lb (Blair): [939, 335, 1051, 343]
- horse-name: Hon. J. White's Abercorn (Hales): [939, 122, 1031, 130]
- facts-text: Shortly after noon on Thursday the troops fell in, having been informed of the whereabouts of Te Kooti, and proceeded to Waiotahi to arrest him. During the journey along the beach Major Porter was in company with W. Pere, Te Kooti's secretary, and some other natives (Hauhaus). After going some distance, W. Pere and the other Natives commenced galloping towards Te Kooti's whare, leaving Major Porter behind. Inspector Goodall and the constable seeing this movement, immediately galloped after them and kept them company until their arrival at the camp. I immediately followed them and had gone a considerable distance when my horse got a scrap, and fell behind. Shortly afterwards Major Porter came up, and said we had not such time to ride, and he had not got there his troops. I replied that I had followed Inspector Goodall. We then advanced together, and when coming within two miles of the pah, W. Pere and Te Kooti's Secretary and the other natives came galloping towards us. Major Porter then gave instructions to accompany him to Te Kooti. I do not think, pa, says he, "I'll go back to him." I was going to do that, he was with me to stop Sergeant Bullen and police. On getting to Te Kooti's camp, as we were riding along towards the pah it was noticed that one of the Ngatiporous was following us. Major Porter immediately told him to turn back. He replied he will go and round one of the bends of the hill, but soon after the Ngatiporous were seen to be following us. Major Porter then asked me to take him back to the troops and tell the officers that no one would be allowed to come on to the pah. Having done this I then galloped after Major Porter and caught up to them before reaching the pah, where Inspector Goodall and constable were already stationed. On arrival Major Porter got off his horse and went and shook hands with Te Kooti, at the same time rubbing noses. I was quite close at the time and heard the whole of the conversation that took place in English and which was reported in the Standard. An Auckland Herald reporter was also present. I did not notice Mr Gannon arrive: [478, 982, 616, 1351]
- placing: 2: [1085, 343, 1089, 351]
- imports-text: Per Australia (March 1)—10 boxes candles, 10 boxes tea, 2 cases ale, 3 tins paint, 3 bdls buckets, 1 crate ranges, 4 cases, 1 pkg forks, 1 truss, 2 casks vinegar, 3 cases vinegar, 10 cases kerosene, 5 cases, ginger wine, 1 crate tea, 20 bags salt, 50 bags rice, 1 pel, 2 kegs yeast, order ; 1 circulating boiler, Arundel ; 25 half-boxes soap, 6 cases mats, 30 sacks oats, 10 sacks wheat, Orr ; 10 boxes candles, 5 cases kerosene, 1 case baking powder, 1 pkg tobacco, Pitt and Maguire ; 1 bale, Morgan ; 24 firkins, 50 cases, 6 casks, 1 bale, 1 truss, 1 keg, 109 boxes candles, Johnston ; 22 lengths tubing, 28 pipe roles, 1 sack tools, 1 box, 1 well sinking machine, Gilbreil ; 1 cask dip, 10 drums dip, L and M Co ; 4 drums dip, Cameron ; 9 cases, 9 trusses, 1 table top, Post office ; 1 case, Scott.: [30, 260, 172, 391]
- fraser-footer: Gladstone Road, Gisborne.: [61, 1434, 141, 1442]
- race-result-row: [939, 352, 1089, 360]
- placing: 1: [1085, 122, 1089, 130]
- smoke-concert-heading: SMOKE CONCERT.: [661, 847, 729, 855]
- strong-statements-heading: STRONG STATEMENTS—"TISSUE OF LIES" AND "ARRANT COWARDS.": [779, 156, 924, 172]
- placing: 2: [1085, 200, 1089, 208]
- horse-name: Mr Flemming, 10st 2lb: [939, 681, 1003, 689]
- return-text: Those of the Southern forces who had gone out of town returned to Gisborne on Thursday morning, at an earlier hour than expected. One could hardly think it possible that the visitors, with the short time they had been able to spend in Gisborne, could have made so many friends—citizens of every class and in any number from the time they first landed.: [626, 700, 764, 766]
- horse-name: Bothwell (Fowler): [939, 521, 991, 529]
- horse-name: Mr G. G. Read's br h Lochiel, 9st 4lb (Huxley): [939, 343, 1069, 351]
- doran-wholesale: WHOLESALE STOCK.: [216, 183, 285, 191]
- harris-trade: LICENSED INTERPRETER: [193, 1186, 309, 1197]
- race-note: The other starters were Cranbrook, Don, Tradition, Burrard, Paschal, Lady Betty, The Gunner, Abington, Four Eyes, Marenta, Epicurus, Surprise, Gladstone, Paddy, Malcolm, Graceful (also Paragon), Unreas, Gyrocould, Gunnoren and Hyp. Time: 1 min. 15½ secs.: [939, 359, 1089, 408]
- boot-pinch-heading: Does the Boot Pinch?: [803, 350, 900, 363]
- fraser-trade: PRACTICAL WATCHMAKER,: [33, 1295, 169, 1306]
- placing: 3: [1085, 208, 1089, 216]
- placing: 3: [1085, 689, 1089, 697]
- flag-cook-county: COOK COUNTY GAZETTE: [349, 754, 449, 776]
- race-note: The following also started, Carlyon, Bravo, Tradition, Lantern, and Recall. The favourite, Recall, went away with the lead, closely followed by Theorist and Lochiel. After a furlong had been traversed the latter took command. Time: 4 min. 3 secs.: [939, 619, 1089, 660]
- doran-item: RIBBONS AND SASH DITTO.: [206, 445, 296, 453]
- local-item: A modest Gisborne gentleman received a rude shock the other day. He had been on a visit to a northern town, and on bidding farewell before making the return voyage to Gisborne, he was so much occupied in the task of dragging himself away from the affectionate host's shakings, &c., of his friends, that he forgot to bring his overcoat with him.: [626, 359, 764, 425]
- harris-text: Native Lands negotiated, or cases conducted in Native Land Courts.: [182, 1201, 320, 1217]
- miss-doran-title: MISS DORAN: [182, 48, 320, 73]
- local-item: The Maori footballers were defeated at Oldham, Lancashire, on Tuesday, by a goal and three tries to nil.: [626, 574, 764, 599]
- reception-heading: RECEPTION OF LOCAL FORCES.: [636, 935, 754, 943]
- doran-of: OF: [246, 153, 256, 161]
- second-day-heading: SECOND DAY.: [988, 448, 1040, 456]
- masthead-title: THE GISBORNE STANDARD, THURSDAY, MARCH 7, 1889.: [301, 15, 817, 34]
- doran-item: CHILDREN'S COSTUMES, from 4s.: [198, 407, 304, 415]
- imports-text: Per Manaroa (March 1)—1 pel, 3 portmanteau, 140 bags sugar, 3 trusses, 3 cases, 55 bars iron, 1 bdl tobacco, 1 pel, 1 pkg cordage, 1 box, 1 box ammunition, 1 pkg collars, 1 bdl galvanised iron, 6 bdls spouting, 1 case castor oil, 1 case cigarettes, 6 bars angle iron, 17 bars iron, 6 bdls iron, 8 bdls oakum ; 1 pkg pipes and spouting, 1 bar steel, 1 case iron, 2 pkgs, 1 piano, 8 ranges, order ; 1 case iron, 1 bdl iron, 20 bars iron, 1 case, 1 box tea, Wingate, Burns and Co ; 2 cases (Earl), 1 case, 2 sacks hops, Melder ; 2 cases, Porter ; 3 cases, Hospital ; 1 box tin, Scott ; 1 bdl boards, 1 cask, 3 cases, Graham, Pitt and Bennett ; 3 cases, Bower ; 1 case, Morgan ; 1 parcel, Kennedy ; 1 case, Mrs. Browne ; 1 case, Mercer.: [30, 393, 172, 516]
- fraser-full-name: WILLIAM FRASER,: [42, 1421, 160, 1434]
- race-result-row: [939, 681, 1089, 689]
- flag-motto: Be just and fear not; Let all the ends thou aim'st at be thy country's, Thy God's, and truth's.: [330, 804, 468, 819]
- placing: 2: [1085, 603, 1089, 611]
- race-result-row: [939, 335, 1089, 343]
- race-results-essendon: [939, 122, 1089, 147]
- divider: [774, 343, 929, 344]
- divider: [626, 649, 764, 650]
